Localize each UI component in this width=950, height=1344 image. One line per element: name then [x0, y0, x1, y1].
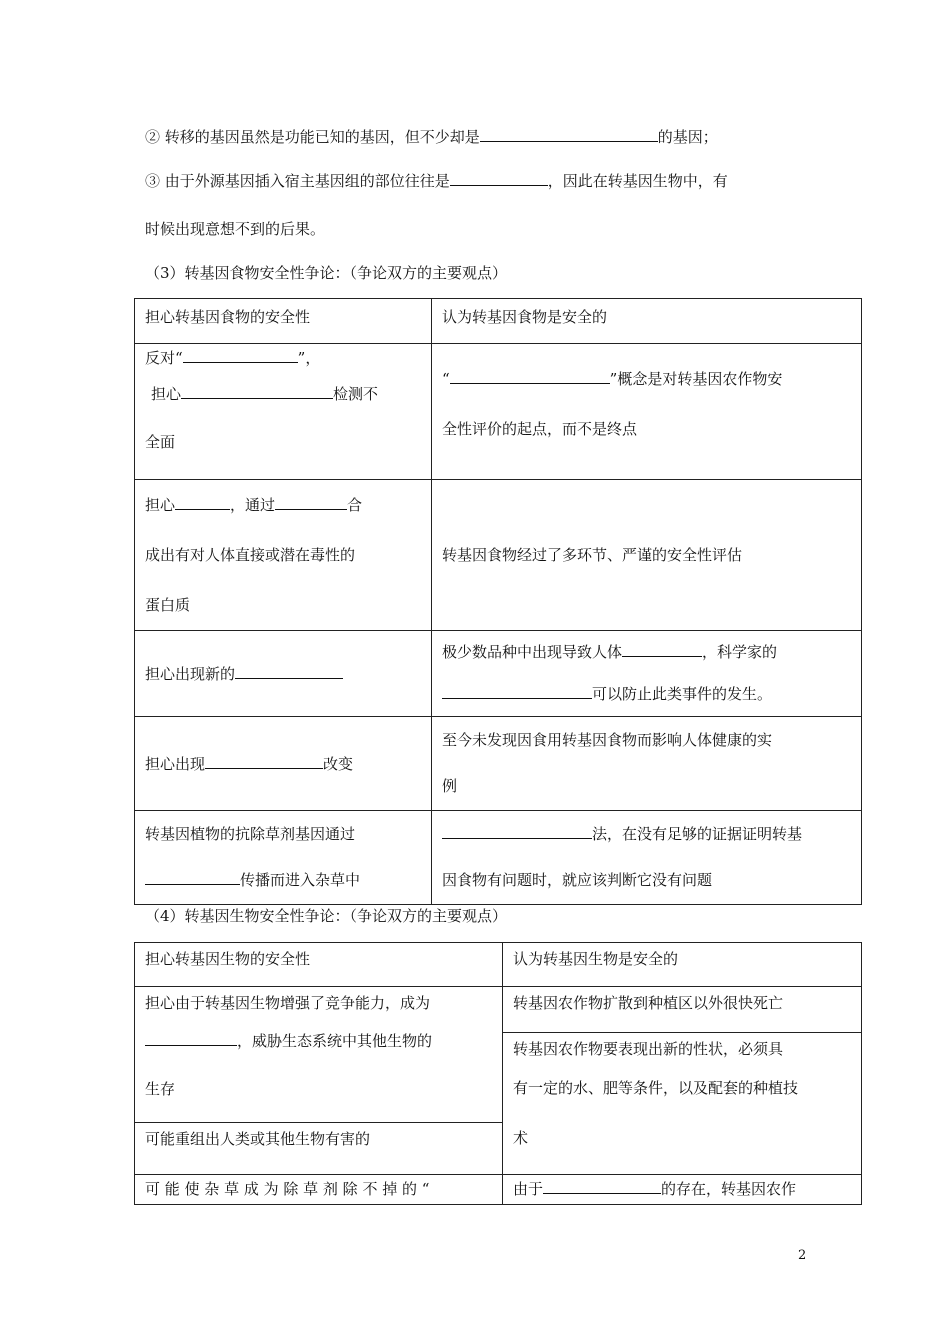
row3-left-cell	[135, 1175, 503, 1205]
r2-left-text: 担心	[145, 496, 176, 514]
r3-right-text: 极少数品种中出现导致人体	[442, 643, 623, 661]
header-cell-left	[135, 943, 503, 987]
r3-left-text: 担心出现新的	[145, 664, 236, 683]
organism-safety-table	[134, 942, 862, 1205]
r1-right-text: “	[442, 370, 450, 388]
fill-blank[interactable]	[543, 1179, 661, 1194]
intro-line-3	[145, 170, 728, 191]
intro-line-3-text-c: 时候出现意想不到的后果。	[145, 220, 326, 238]
row5-right-cell	[432, 811, 862, 905]
r5-right-text: 法，在没有足够的证据证明转基	[592, 825, 803, 843]
header-cell-right	[503, 943, 862, 987]
r1-left-text: 担心	[151, 385, 182, 403]
header-left-text: 担心转基因生物的安全性	[145, 950, 311, 968]
s4-r3-left-text: 可 能 使 杂 草 成 为 除 草 剂 除 不 掉 的 “	[145, 1180, 430, 1198]
fill-blank[interactable]	[205, 754, 323, 769]
row1-left-cell	[135, 987, 503, 1123]
fill-blank[interactable]	[275, 495, 347, 510]
r2-left-text: 合	[347, 496, 363, 514]
s4-r2-right-text: 转基因农作物要表现出新的性状，必须具	[513, 1040, 784, 1058]
row3-right-cell	[432, 631, 862, 717]
fill-blank[interactable]	[450, 171, 548, 186]
s4-r3-right-text: 的存在，转基因农作	[661, 1180, 797, 1198]
r2-left-text: ，通过	[230, 496, 276, 514]
header-cell-left	[135, 299, 432, 344]
page-number: 2	[798, 1248, 807, 1263]
row2-right-cell	[432, 480, 862, 631]
r1-right-text: 全性评价的起点，而不是终点	[442, 420, 638, 438]
fill-blank[interactable]	[145, 870, 240, 885]
fill-blank[interactable]	[181, 384, 333, 399]
header-right-text: 认为转基因生物是安全的	[513, 950, 679, 968]
row4-right-cell	[432, 717, 862, 811]
r1-left-text: ”，	[297, 349, 321, 367]
r1-left-text: 反对“	[145, 349, 183, 367]
fill-blank[interactable]	[145, 1031, 237, 1046]
section4-heading-text: （4）转基因生物安全性争论：（争论双方的主要观点）	[145, 907, 508, 925]
row3-left-cell	[135, 631, 432, 717]
row1-right-cell	[432, 344, 862, 480]
header-left-text: 担心转基因食物的安全性	[145, 308, 311, 326]
intro-line-3-text-a: ③ 由于外源基因插入宿主基因组的部位往往是	[145, 172, 450, 190]
s4-r3-right-text: 由于	[513, 1180, 544, 1198]
fill-blank[interactable]	[235, 664, 343, 679]
r1-left-text: 全面	[145, 433, 176, 451]
row5-left-cell	[135, 811, 432, 905]
section4-heading	[145, 905, 507, 926]
food-safety-table	[134, 298, 862, 905]
section3-heading-text: （3）转基因食物安全性争论：（争论双方的主要观点）	[145, 264, 508, 282]
r2-right-text: 转基因食物经过了多环节、严谨的安全性评估	[442, 546, 743, 564]
intro-line-3-text-b: ，因此在转基因生物中，有	[547, 172, 728, 190]
s4-r1-left-text: ，威胁生态系统中其他生物的	[237, 1032, 433, 1050]
r5-left-text: 传播而进入杂草中	[240, 871, 361, 889]
row1-right-cell	[503, 987, 862, 1033]
r1-right-text: ”概念是对转基因农作物安	[609, 370, 783, 388]
r4-left-text: 担心出现	[145, 754, 206, 773]
s4-r2-right-text: 术	[513, 1129, 529, 1147]
r2-left-text: 蛋白质	[145, 596, 191, 614]
fill-blank[interactable]	[175, 495, 230, 510]
section3-heading	[145, 262, 507, 283]
header-cell-right	[432, 299, 862, 344]
r4-left-text: 改变	[323, 754, 354, 773]
row1-left-cell	[135, 344, 432, 480]
r4-right-text: 例	[442, 777, 458, 795]
header-right-text: 认为转基因食物是安全的	[442, 308, 608, 326]
fill-blank[interactable]	[442, 824, 592, 839]
s4-r1-left-text: 生存	[145, 1080, 176, 1098]
r2-left-text: 成出有对人体直接或潜在毒性的	[145, 546, 356, 564]
s4-r2-right-text: 有一定的水、肥等条件，以及配套的种植技	[513, 1079, 799, 1097]
r5-right-text: 因食物有问题时，就应该判断它没有问题	[442, 871, 713, 889]
fill-blank[interactable]	[450, 369, 610, 384]
fill-blank[interactable]	[480, 127, 658, 142]
fill-blank[interactable]	[622, 642, 702, 657]
r1-left-text: 检测不	[333, 385, 379, 403]
r3-right-text: ，科学家的	[702, 643, 778, 661]
r5-left-text: 转基因植物的抗除草剂基因通过	[145, 825, 356, 843]
row2-left-cell	[135, 480, 432, 631]
row3-right-cell	[503, 1175, 862, 1205]
row2-right-cell	[503, 1033, 862, 1175]
s4-r1-right-text: 转基因农作物扩散到种植区以外很快死亡	[513, 994, 784, 1012]
intro-line-2-text-a: ② 转移的基因虽然是功能已知的基因，但不少却是	[145, 128, 480, 146]
intro-line-2-text-b: 的基因；	[657, 128, 718, 146]
fill-blank[interactable]	[183, 348, 298, 363]
s4-r1-left-text: 担心由于转基因生物增强了竞争能力，成为	[145, 994, 431, 1012]
fill-blank[interactable]	[442, 684, 592, 699]
s4-r2-left-text: 可能重组出人类或其他生物有害的	[145, 1130, 371, 1148]
r4-right-text: 至今未发现因食用转基因食物而影响人体健康的实	[442, 731, 773, 749]
intro-line-2	[145, 126, 718, 147]
intro-line-3-cont	[145, 218, 325, 239]
r3-right-text: 可以防止此类事件的发生。	[592, 685, 773, 703]
row2-left-cell	[135, 1123, 503, 1175]
row4-left-cell	[135, 717, 432, 811]
